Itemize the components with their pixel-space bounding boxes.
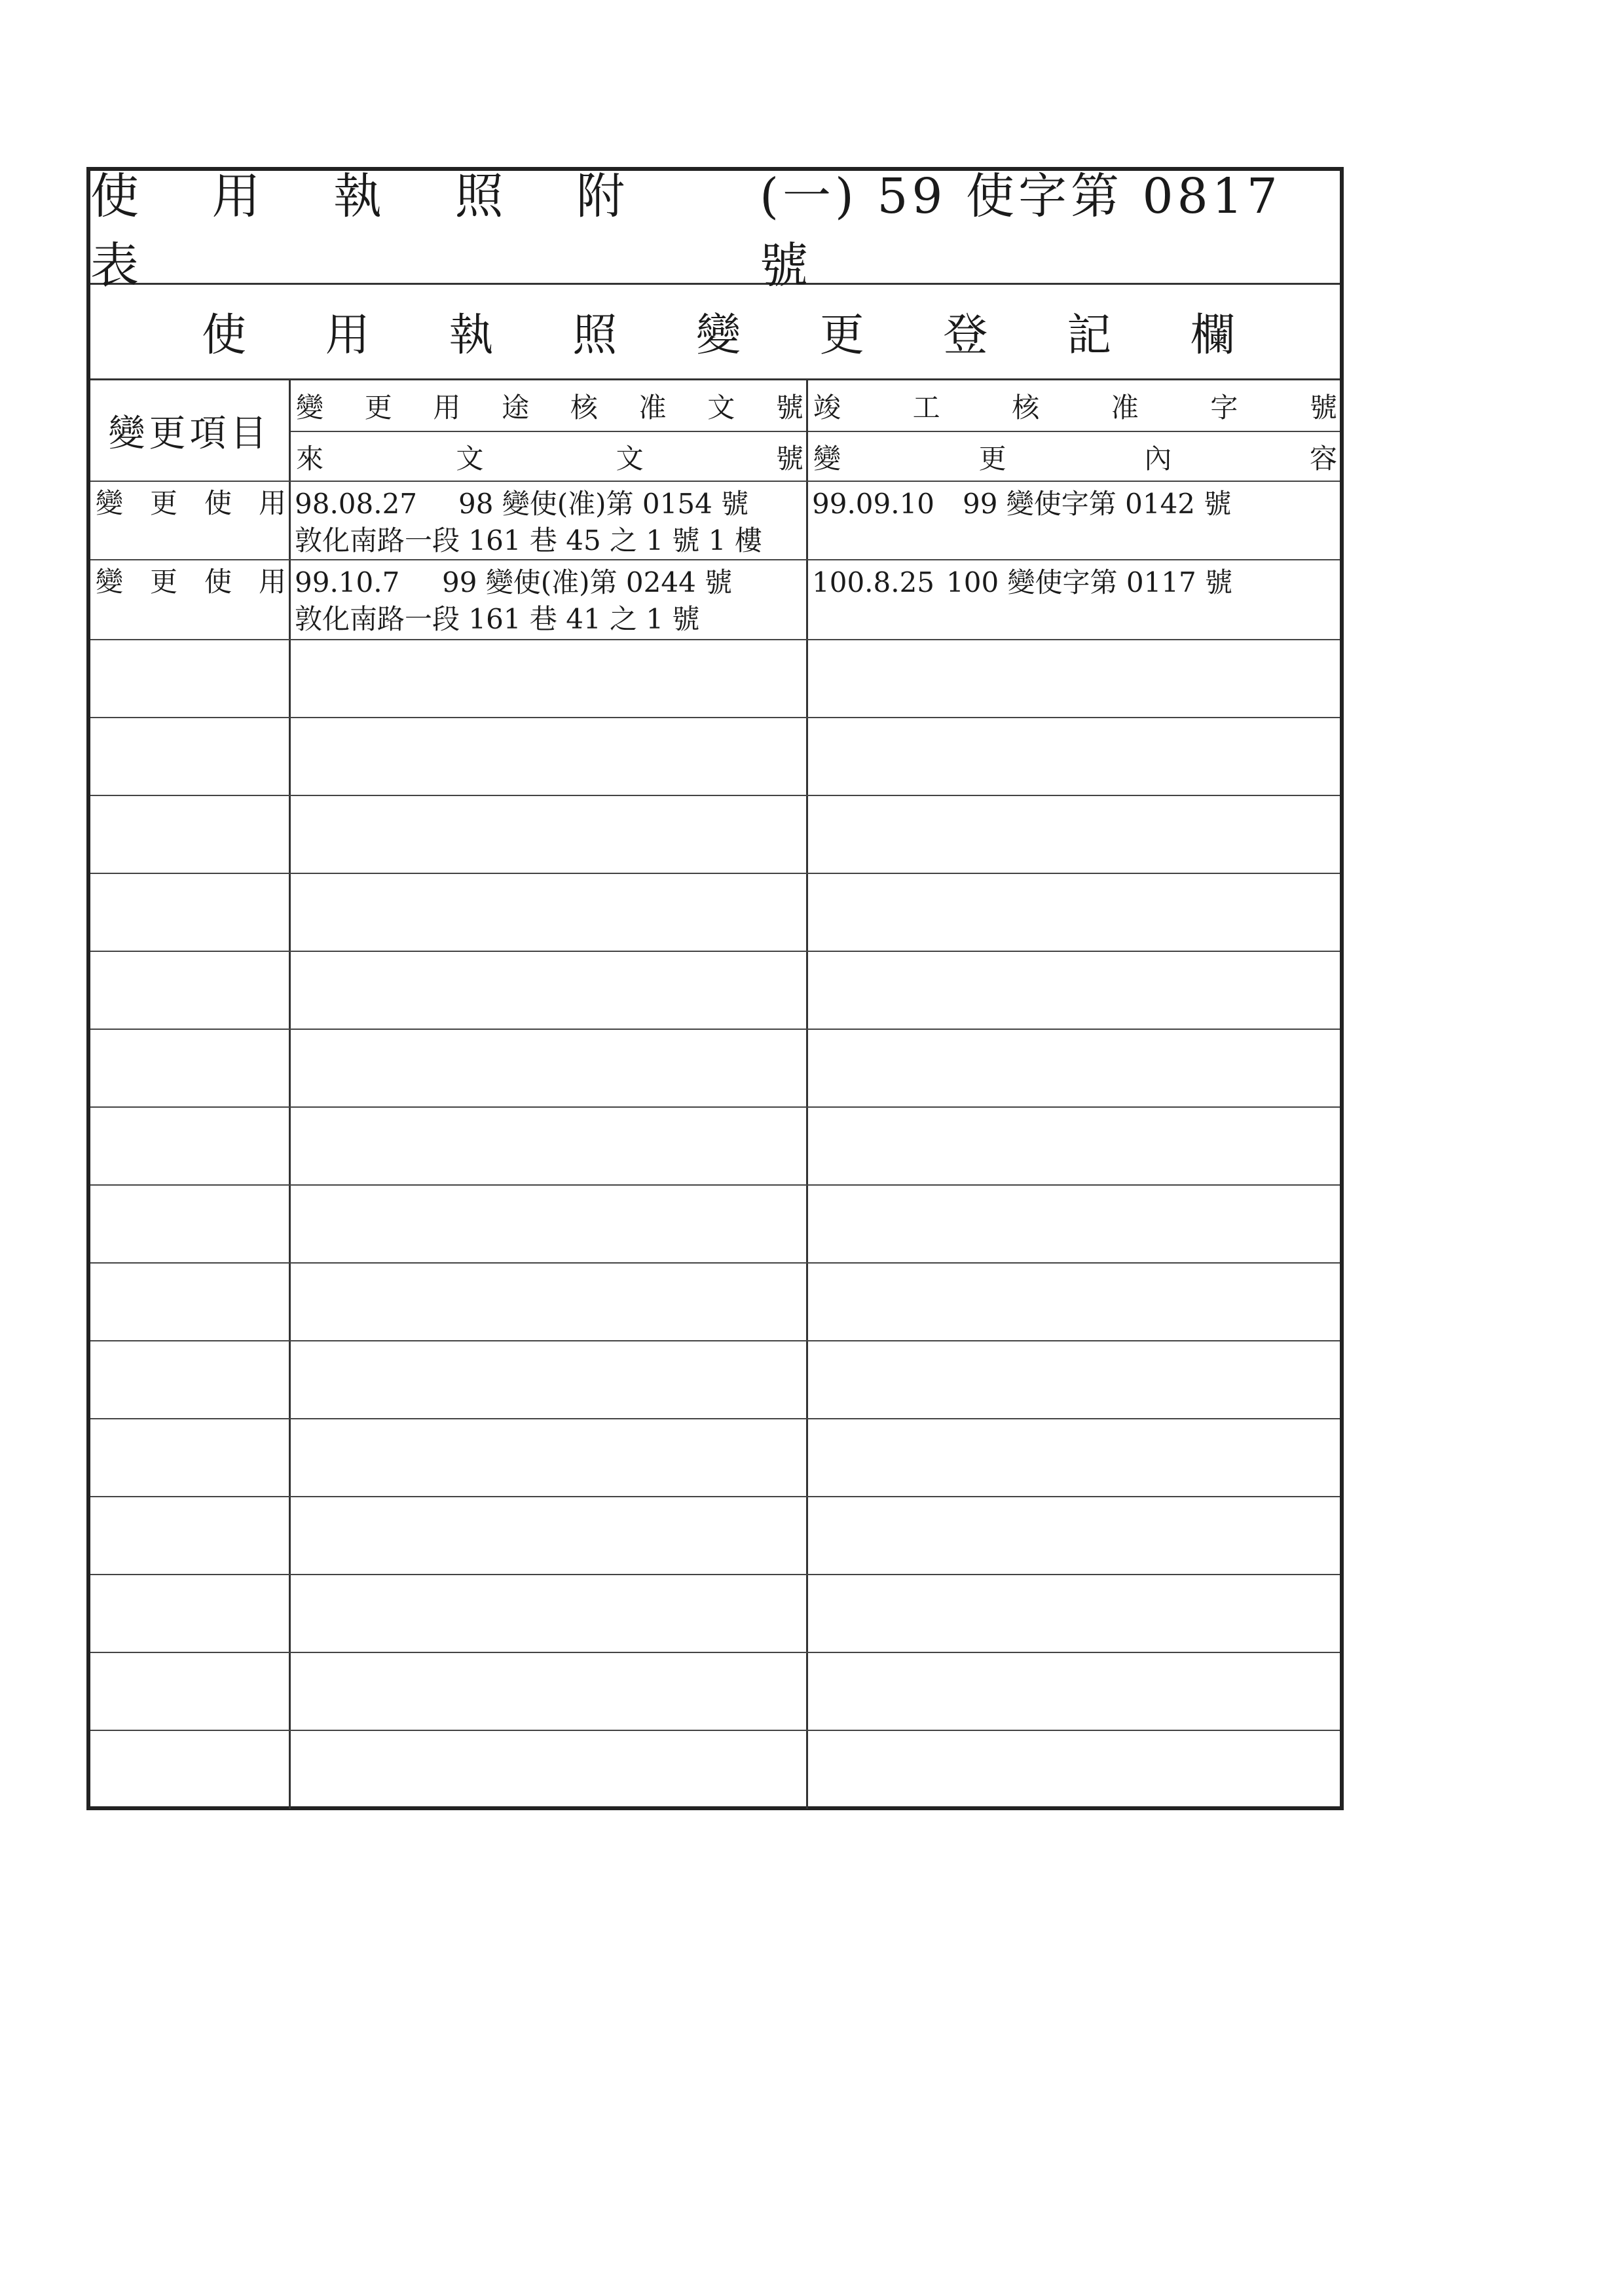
row-item — [90, 482, 289, 521]
header-approval-top — [291, 380, 806, 431]
table-row — [90, 1264, 1340, 1341]
header-char: 內 — [1144, 443, 1172, 475]
comp-number: 99 變使字第 0142 號 — [963, 488, 1232, 520]
empty-cell — [90, 952, 291, 1029]
header-char: 字 — [1210, 391, 1238, 424]
empty-cell — [291, 1108, 808, 1184]
empty-cell — [808, 1108, 1340, 1184]
empty-cell — [808, 1497, 1340, 1574]
table-row — [90, 874, 1340, 952]
empty-cell — [90, 1731, 291, 1809]
empty-cell — [90, 1419, 291, 1496]
row-approval-cell — [291, 560, 808, 639]
empty-cell — [90, 1497, 291, 1574]
empty-cell — [291, 718, 808, 795]
header-char: 准 — [638, 391, 667, 424]
header-approval-bottom — [291, 432, 806, 482]
table-row — [90, 796, 1340, 874]
doc-date: 99.10.7 — [295, 566, 400, 598]
empty-cell — [808, 1653, 1340, 1730]
empty-cell — [291, 1653, 808, 1730]
empty-cell — [808, 1186, 1340, 1262]
empty-cell — [808, 1731, 1340, 1809]
subtitle-char: 欄 — [1190, 310, 1235, 361]
table-row — [90, 640, 1340, 718]
item-char: 更 — [149, 487, 177, 519]
comp-date: 100.8.25 — [812, 566, 935, 598]
empty-cell — [808, 1419, 1340, 1496]
row-completion-cell — [808, 482, 1340, 559]
header-approval-cell — [291, 380, 808, 481]
table-row — [90, 1186, 1340, 1264]
table-row — [90, 1497, 1340, 1575]
table-row — [90, 1731, 1340, 1809]
empty-cell — [291, 952, 808, 1029]
header-char: 文 — [707, 391, 735, 424]
subtitle-char: 使 — [202, 310, 247, 361]
empty-cell — [808, 1030, 1340, 1106]
completion-doc — [808, 482, 1340, 522]
empty-cell — [90, 718, 291, 795]
empty-cell — [808, 796, 1340, 873]
row-item-cell — [90, 560, 291, 639]
row-item-cell — [90, 482, 291, 559]
approval-doc — [291, 560, 806, 638]
table-row — [90, 1030, 1340, 1108]
item-char: 更 — [149, 566, 177, 598]
header-char: 工 — [912, 391, 940, 424]
row-item — [90, 560, 289, 600]
header-completion-bottom — [808, 432, 1340, 482]
approval-doc — [291, 482, 806, 559]
table-row — [90, 952, 1340, 1030]
header-char: 文 — [616, 443, 644, 475]
empty-cell — [90, 1653, 291, 1730]
row-approval-cell — [291, 482, 808, 559]
empty-cell — [90, 874, 291, 951]
header-char: 准 — [1111, 391, 1139, 424]
header-completion-top — [808, 380, 1340, 431]
table-row — [90, 1108, 1340, 1186]
empty-cell — [808, 952, 1340, 1029]
page-title — [90, 168, 1340, 294]
table-row — [90, 560, 1340, 640]
subtitle-char: 照 — [572, 310, 618, 361]
empty-cell — [291, 796, 808, 873]
header-char: 文 — [456, 443, 484, 475]
comp-date: 99.09.10 — [812, 488, 935, 520]
item-char: 使 — [204, 566, 232, 598]
doc-address: 敦化南路一段 161 巷 41 之 1 號 — [295, 603, 700, 635]
empty-cell — [90, 1341, 291, 1418]
header-char: 變 — [813, 443, 841, 475]
table-row — [90, 1575, 1340, 1653]
doc-address: 敦化南路一段 161 巷 45 之 1 號 1 樓 — [295, 524, 762, 556]
header-completion-cell — [808, 380, 1340, 481]
table-row — [90, 1419, 1340, 1497]
item-char: 使 — [204, 487, 232, 519]
item-char: 用 — [258, 566, 286, 598]
comp-number: 100 變使字第 0117 號 — [946, 566, 1233, 598]
table-row — [90, 482, 1340, 560]
subtitle-char: 登 — [943, 310, 988, 361]
empty-cell — [808, 1575, 1340, 1652]
header-char: 核 — [570, 391, 598, 424]
empty-cell — [90, 640, 291, 717]
empty-cell — [90, 1108, 291, 1184]
header-char: 更 — [364, 391, 392, 424]
title-label: 使 用 執 照 附 表 — [90, 168, 654, 294]
doc-number: 99 變使(准)第 0244 號 — [442, 566, 733, 598]
empty-cell — [291, 1497, 808, 1574]
header-item: 變更項目 — [108, 412, 271, 455]
subtitle-char: 用 — [325, 310, 370, 361]
empty-cell — [291, 1186, 808, 1262]
item-char: 變 — [96, 566, 124, 598]
row-completion-cell — [808, 560, 1340, 639]
empty-cell — [291, 640, 808, 717]
header-char: 容 — [1309, 443, 1337, 475]
title-number: (一) 59 使字第 0817 號 — [760, 168, 1282, 294]
header-char: 更 — [978, 443, 1006, 475]
subtitle-char: 變 — [695, 310, 741, 361]
header-char: 來 — [296, 443, 324, 475]
header-char: 途 — [502, 391, 530, 424]
doc-number: 98 變使(准)第 0154 號 — [458, 488, 749, 520]
completion-doc — [808, 560, 1340, 601]
empty-cell — [90, 1030, 291, 1106]
empty-cell — [291, 1419, 808, 1496]
empty-cell — [90, 1186, 291, 1262]
header-char: 竣 — [813, 391, 841, 424]
empty-cell — [808, 1264, 1340, 1340]
section-title — [90, 285, 1340, 380]
doc-date: 98.08.27 — [295, 488, 418, 520]
empty-cell — [291, 1264, 808, 1340]
empty-cell — [808, 1341, 1340, 1418]
empty-cell — [291, 1341, 808, 1418]
subtitle-char: 更 — [819, 310, 864, 361]
empty-cell — [90, 1264, 291, 1340]
header-char: 號 — [775, 443, 803, 475]
header-char: 號 — [1309, 391, 1337, 424]
table-row — [90, 1653, 1340, 1731]
table-row — [90, 1341, 1340, 1419]
empty-cell — [291, 1575, 808, 1652]
item-char: 變 — [96, 487, 124, 519]
table-row — [90, 718, 1340, 796]
empty-cell — [291, 874, 808, 951]
empty-cell — [808, 640, 1340, 717]
item-char: 用 — [258, 487, 286, 519]
header-item-cell — [90, 380, 291, 481]
header-char: 號 — [775, 391, 803, 424]
header-row — [90, 380, 1340, 482]
subtitle-char: 執 — [449, 310, 494, 361]
empty-cell — [291, 1030, 808, 1106]
empty-cell — [90, 1575, 291, 1652]
subtitle-char: 記 — [1067, 310, 1112, 361]
empty-cell — [808, 718, 1340, 795]
header-char: 用 — [433, 391, 461, 424]
header-char: 核 — [1012, 391, 1040, 424]
empty-cell — [90, 796, 291, 873]
empty-cell — [291, 1731, 808, 1809]
header-char: 變 — [296, 391, 324, 424]
empty-cell — [808, 874, 1340, 951]
certificate-table — [86, 167, 1344, 1810]
